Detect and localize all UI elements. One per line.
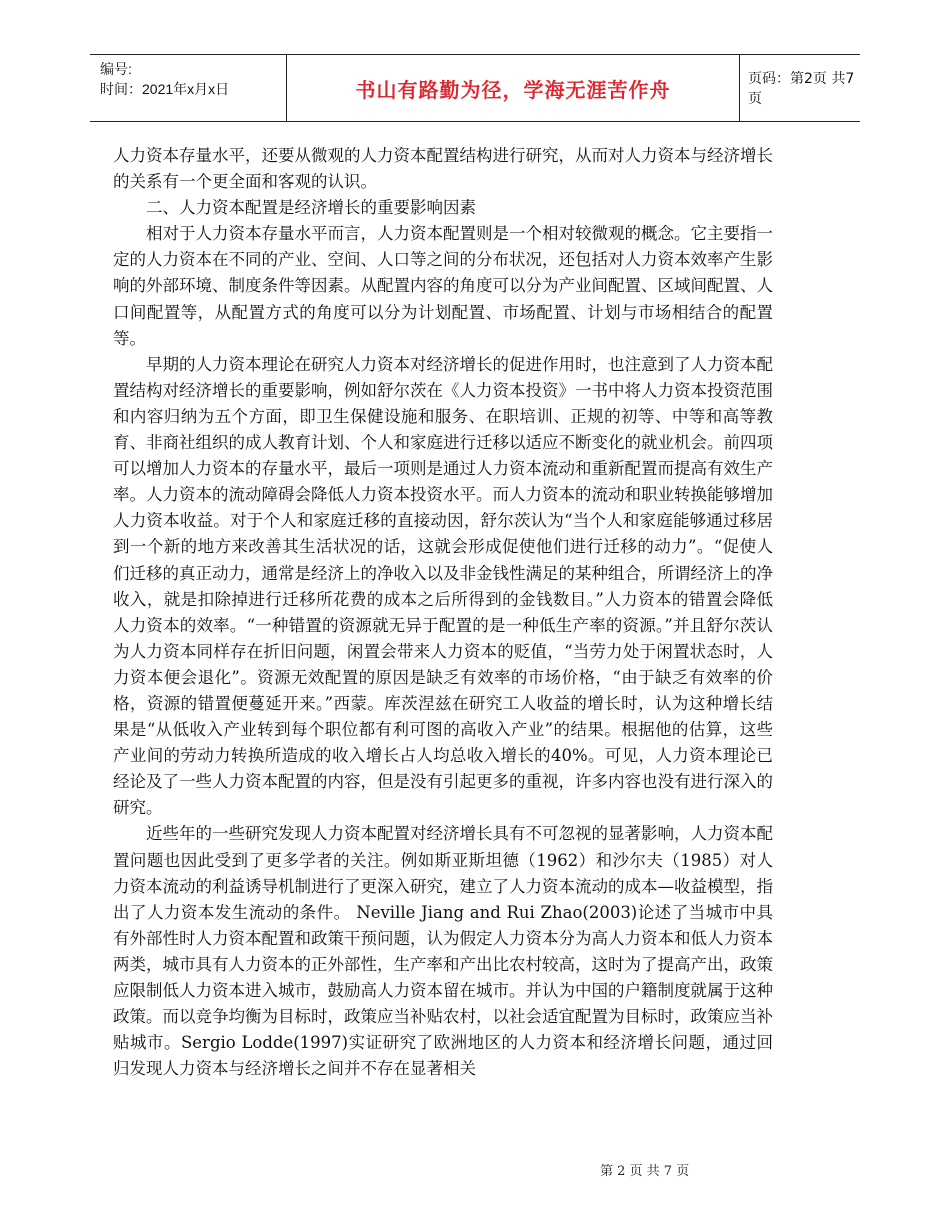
header-page-cell bbox=[738, 55, 860, 121]
section-heading: 二、人力资本配置是经济增长的重要影响因素 bbox=[146, 198, 476, 218]
header-motto-cell bbox=[286, 55, 740, 121]
page-label: 页码：第2页 共7页 bbox=[748, 71, 855, 107]
paragraph-4: 近些年的一些研究发现人力资本配置对经济增长具有不可忽视的显著影响，人力资本配置问题也因此受到了更多学者的关注。例如斯亚斯坦德（1962）和沙尔夫（1985）对人力资本流动的利益诱导机制进行了更深入研究，建立了人力资本流动的成本—收益模型，指出了人力资本发生流动的条件。 Neville Jiang and Rui Zhao(2003)论述了当城市中具有外部性时人力资本配置和政策干预问题，认为假定人力资本分为高人力资本和低人力资本两类，城市具有人力资本的正外部性，生产率和产出比农村较高，这时为了提高产出，政策应限制低人力资本进入城市，鼓励高人力资本留在城市。并认为中国的户籍制度就属于这种政策。而以竞争均衡为目标时，政策应当补贴农村，以社会适宜配置为目标时，政策应当补贴城市。Sergio Lodde(1997)实证研究了欧洲地区的人力资本和经济增长问题，通过回归发现人力资本与经济增长之间并不存在显著相关 bbox=[113, 824, 773, 1079]
paragraph-3: 早期的人力资本理论在研究人力资本对经济增长的促进作用时，也注意到了人力资本配置结构对经济增长的重要影响，例如舒尔茨在《人力资本投资》一书中将人力资本投资范围和内容归纳为五个方面，即卫生保健设施和服务、在职培训、正规的初等、中等和高等教育、非商社组织的成人教育计划、个人和家庭进行迁移以适应不断变化的就业机会。前四项可以增加人力资本的存量水平，最后一项则是通过人力资本流动和重新配置而提高有效生产率。人力资本的流动障碍会降低人力资本投资水平。而人力资本的流动和职业转换能够增加人力资本收益。对于个人和家庭迁移的直接动因，舒尔茨认为“当个人和家庭能够通过移居到一个新的地方来改善其生活状况的话，这就会形成促使他们进行迁移的动力”。“促使人们迁移的真正动力，通常是经济上的净收入以及非金钱性满足的某种组合，所谓经济上的净收入，就是扣除掉进行迁移所花费的成本之后所得到的金钱数目。”人力资本的错置会降低人力资本的效率。“一种错置的资源就无异于配置的是一种低生产率的资源。”并且舒尔茨认为人力资本同样存在折旧问题，闲置会带来人力资本的贬值，“当劳力处于闲置状态时，人力资本便会退化”。资源无效配置的原因是缺乏有效率的市场价格，“由于缺乏有效率的价格，资源的错置便蔓延开来。”西蒙。库茨涅兹在研究工人收益的增长时，认为这种增长结果是“从低收入产业转到每个职位都有利可图的高收入产业”的结果。根据他的估算，这些产业间的劳动力转换所造成的收入增长占人均总收入增长的40%。可见，人力资本理论已经论及了一些人力资本配置的内容，但是没有引起更多的重视，许多内容也没有进行深入的研究。 bbox=[113, 354, 773, 818]
page-header bbox=[90, 54, 860, 122]
paragraph-1: 人力资本存量水平，还要从微观的人力资本配置结构进行研究，从而对人力资本与经济增长的关系有一个更全面和客观的认识。 bbox=[113, 146, 773, 192]
paragraph-2: 相对于人力资本存量水平而言，人力资本配置则是一个相对较微观的概念。它主要指一定的人力资本在不同的产业、空间、人口等之间的分布状况，还包括对人力资本效率产生影响的外部环境、制度条件等因素。从配置内容的角度可以分为产业间配置、区域间配置、人口间配置等，从配置方式的角度可以分为计划配置、市场配置、计划与市场相结合的配置等。 bbox=[113, 224, 773, 348]
header-meta bbox=[90, 55, 286, 121]
document-body bbox=[113, 143, 773, 1082]
time-label: 时间：2021年x月x日 bbox=[100, 81, 230, 97]
motto-text: 书山有路勤为径，学海无涯苦作舟 bbox=[355, 77, 671, 102]
page-footer: 第 2 页 共 7 页 bbox=[600, 1164, 690, 1179]
number-label: 编号: bbox=[100, 61, 132, 77]
